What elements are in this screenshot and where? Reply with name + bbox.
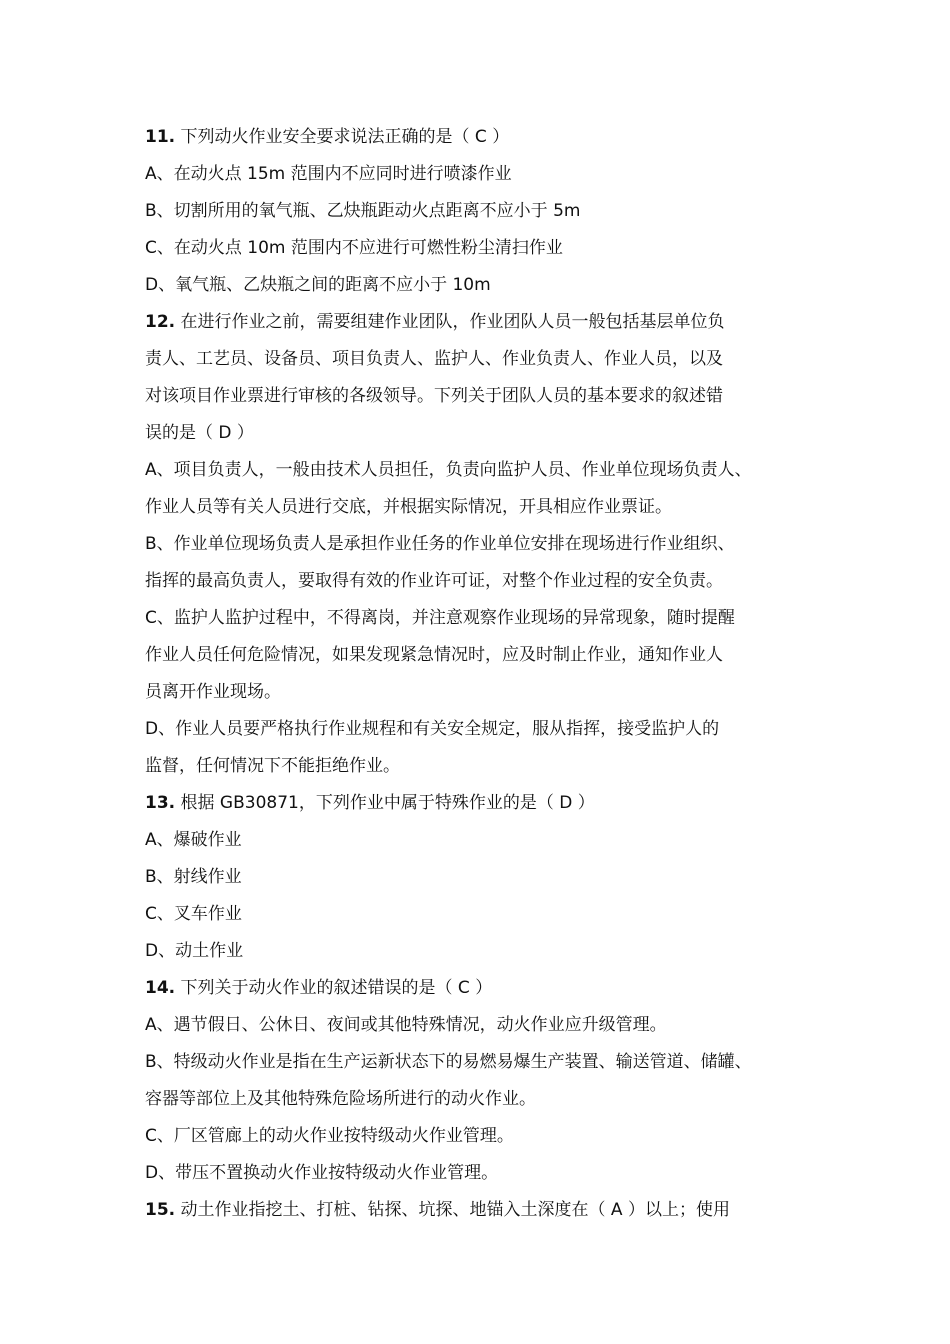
answer-option: A、在动火点 15m 范围内不应同时进行喷漆作业 xyxy=(145,164,512,184)
question-stem xyxy=(145,119,825,156)
answer-option: C、厂区管廊上的动火作业按特级动火作业管理。 xyxy=(145,1126,514,1146)
answer-option-continued: 容器等部位上及其他特殊危险场所进行的动火作业。 xyxy=(145,1089,536,1109)
answer-option: C、监护人监护过程中，不得离岗，并注意观察作业现场的异常现象，随时提醒 xyxy=(145,608,735,628)
question-text: 在进行作业之前，需要组建作业团队，作业团队人员一般包括基层单位负 xyxy=(180,312,725,332)
answer-option: C、在动火点 10m 范围内不应进行可燃性粉尘清扫作业 xyxy=(145,238,563,258)
answer-option: C、叉车作业 xyxy=(145,904,242,924)
question-number: 14. xyxy=(145,978,176,998)
question-block xyxy=(145,119,825,304)
question-text: 根据 GB30871，下列作业中属于特殊作业的是（ D ） xyxy=(180,793,595,813)
question-block xyxy=(145,1192,825,1229)
question-stem-continued xyxy=(145,378,825,415)
answer-option: B、作业单位现场负责人是承担作业任务的作业单位安排在现场进行作业组织、 xyxy=(145,534,735,554)
answer-option: A、遇节假日、公休日、夜间或其他特殊情况，动火作业应升级管理。 xyxy=(145,1015,667,1035)
question-text: 对该项目作业票进行审核的各级领导。下列关于团队人员的基本要求的叙述错 xyxy=(145,386,723,406)
answer-option: B、射线作业 xyxy=(145,867,242,887)
question-number: 15. xyxy=(145,1200,176,1220)
answer-option: D、动土作业 xyxy=(145,941,244,961)
question-list xyxy=(145,119,825,1229)
question-block xyxy=(145,785,825,970)
question-stem xyxy=(145,785,825,822)
question-number: 12. xyxy=(145,312,176,332)
answer-option: A、项目负责人，一般由技术人员担任，负责向监护人员、作业单位现场负责人、 xyxy=(145,460,752,480)
question-stem xyxy=(145,1192,825,1229)
answer-option-continued: 指挥的最高负责人，要取得有效的作业许可证，对整个作业过程的安全负责。 xyxy=(145,571,723,591)
answer-option: D、带压不置换动火作业按特级动火作业管理。 xyxy=(145,1163,499,1183)
question-text: 误的是（ D ） xyxy=(145,423,254,443)
question-text: 下列关于动火作业的叙述错误的是（ C ） xyxy=(180,978,493,998)
question-stem-continued xyxy=(145,415,825,452)
question-stem xyxy=(145,304,825,341)
answer-option: B、特级动火作业是指在生产运新状态下的易燃易爆生产装置、输送管道、储罐、 xyxy=(145,1052,752,1072)
answer-option-continued: 员离开作业现场。 xyxy=(145,682,281,702)
answer-option: D、作业人员要严格执行作业规程和有关安全规定，服从指挥，接受监护人的 xyxy=(145,719,720,739)
question-stem-continued xyxy=(145,341,825,378)
answer-option-continued: 作业人员等有关人员进行交底，并根据实际情况，开具相应作业票证。 xyxy=(145,497,672,517)
answer-option-continued: 监督，任何情况下不能拒绝作业。 xyxy=(145,756,400,776)
question-text: 动土作业指挖土、打桩、钻探、坑探、地锚入土深度在（ A ）以上；使用 xyxy=(180,1200,730,1220)
question-block xyxy=(145,304,825,785)
question-text: 责人、工艺员、设备员、项目负责人、监护人、作业负责人、作业人员，以及 xyxy=(145,349,723,369)
answer-option: A、爆破作业 xyxy=(145,830,242,850)
question-text: 下列动火作业安全要求说法正确的是（ C ） xyxy=(180,127,510,147)
answer-option: D、氧气瓶、乙炔瓶之间的距离不应小于 10m xyxy=(145,275,491,295)
answer-option: B、切割所用的氧气瓶、乙炔瓶距动火点距离不应小于 5m xyxy=(145,201,581,221)
answer-option-continued: 作业人员任何危险情况，如果发现紧急情况时，应及时制止作业，通知作业人 xyxy=(145,645,723,665)
question-number: 13. xyxy=(145,793,176,813)
question-number: 11. xyxy=(145,127,176,147)
question-stem xyxy=(145,970,825,1007)
question-block xyxy=(145,970,825,1192)
